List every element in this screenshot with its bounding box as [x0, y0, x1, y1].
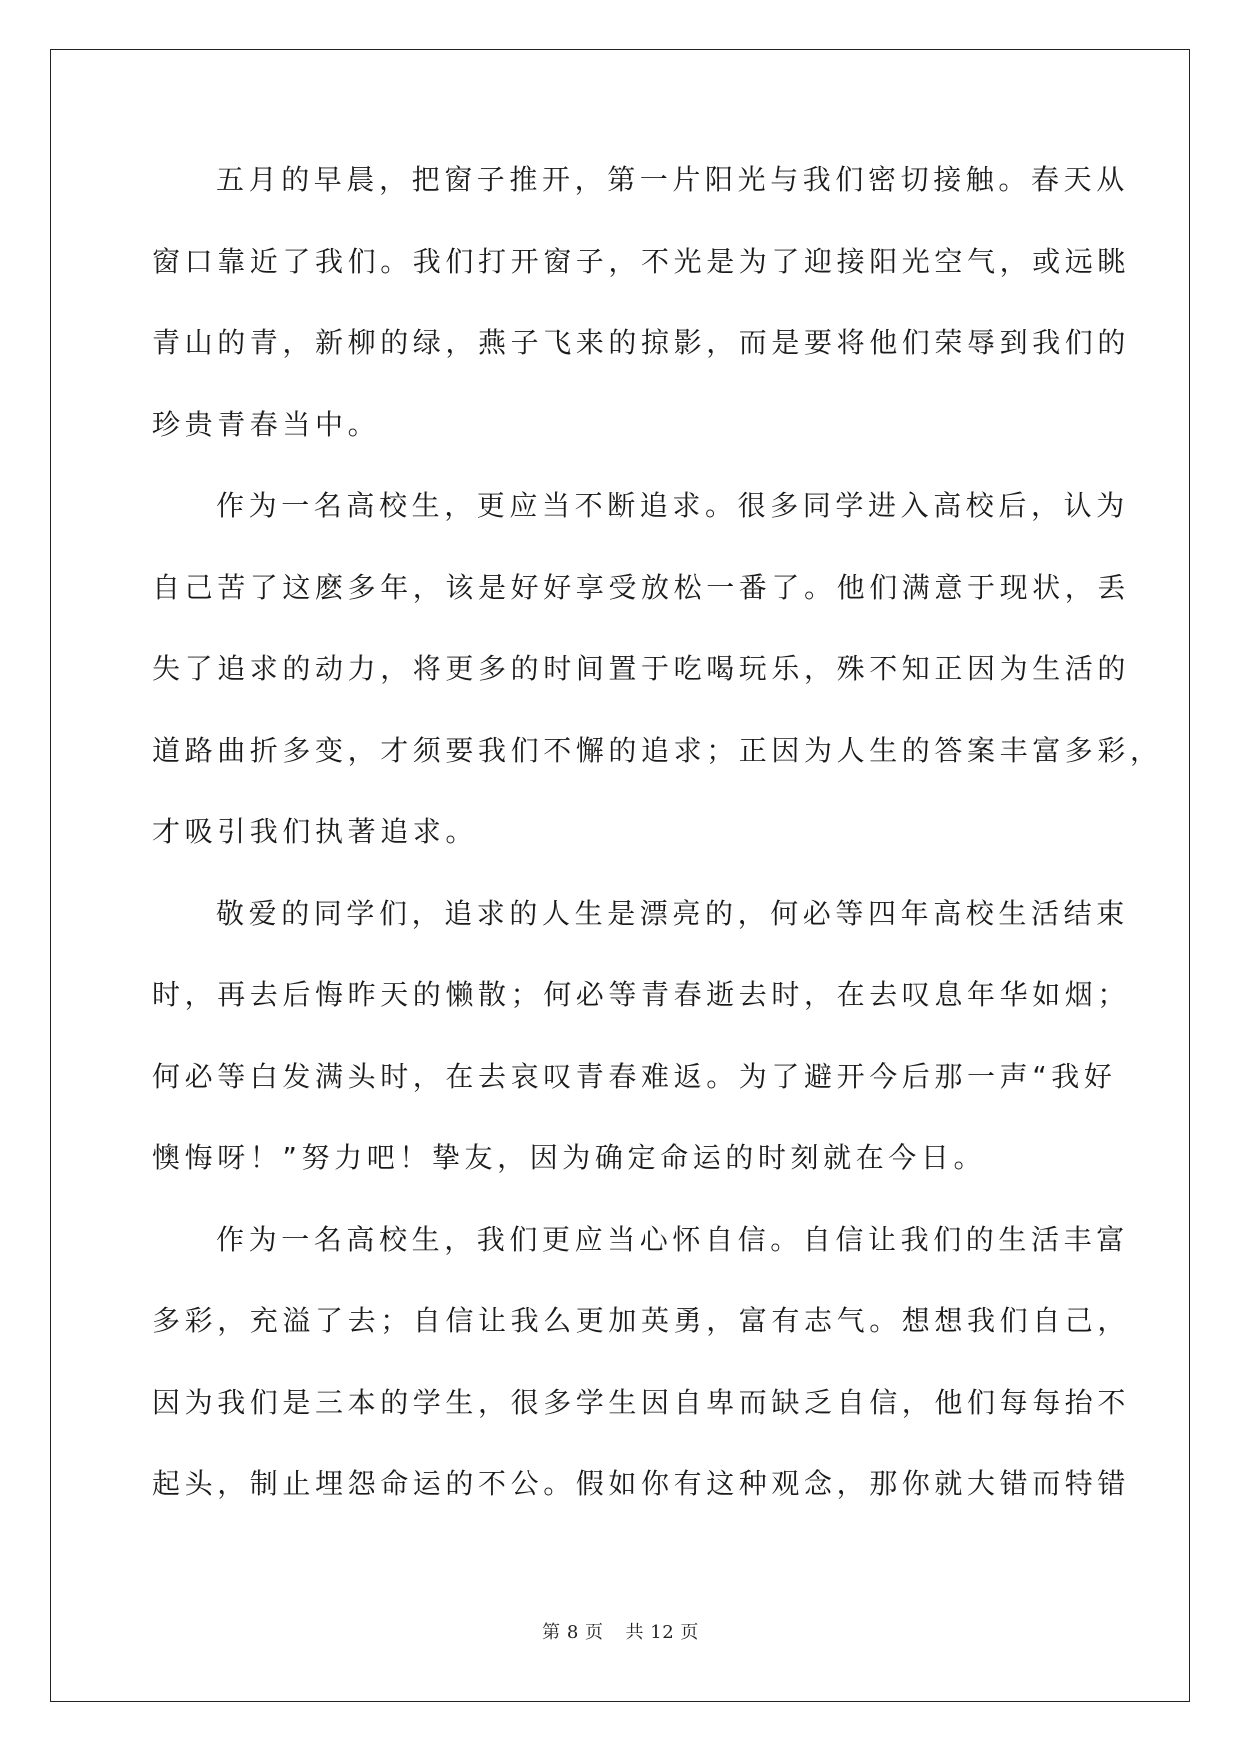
document-body: [152, 163, 1163, 1550]
paragraph-4-line-1: 作为一名高校生，我们更应当心怀自信。自信让我们的生活丰富: [216, 1222, 1129, 1256]
paragraph-1-line-4: 珍贵青春当中。: [152, 407, 381, 441]
paragraph-2-line-5: 才吸引我们执著追求。: [152, 815, 479, 848]
paragraph-1-line-1: 五月的早晨，把窗子推开，第一片阳光与我们密切接触。春天从: [216, 163, 1129, 196]
page-total: 共 12 页: [625, 1622, 699, 1643]
paragraph-4-line-4: 起头，制止埋怨命运的不公。假如你有这种观念，那你就大错而特错: [152, 1467, 1131, 1500]
paragraph-2-line-4: 道路曲折多变，才须要我们不懈的追求；正因为人生的答案丰富多彩，: [152, 733, 1163, 767]
paragraph-2-line-1: 作为一名高校生，更应当不断追求。很多同学进入高校后，认为: [216, 489, 1129, 522]
paragraph-3-line-1: 敬爱的同学们，追求的人生是漂亮的，何必等四年高校生活结束: [216, 896, 1129, 930]
paragraph-2-line-3: 失了追求的动力，将更多的时间置于吃喝玩乐，殊不知正因为生活的: [152, 652, 1131, 685]
paragraph-4-line-3: 因为我们是三本的学生，很多学生因自卑而缺乏自信，他们每每抬不: [152, 1385, 1131, 1419]
paragraph-4-line-2: 多彩，充溢了去；自信让我么更加英勇，富有志气。想想我们自己，: [152, 1304, 1131, 1337]
paragraph-3-line-4: 懊悔呀！”努力吧！挚友，因为确定命运的时刻就在今日。: [152, 1141, 987, 1174]
page-number: 第 8 页: [542, 1622, 604, 1643]
paragraph-1-line-2: 窗口靠近了我们。我们打开窗子，不光是为了迎接阳光空气，或远眺: [152, 244, 1131, 278]
page-footer: [0, 1618, 1241, 1644]
paragraph-2-line-2: 自己苦了这麽多年，该是好好享受放松一番了。他们满意于现状，丢: [152, 570, 1131, 604]
paragraph-3-line-2: 时，再去后悔昨天的懒散；何必等青春逝去时，在去叹息年华如烟；: [152, 978, 1131, 1011]
paragraph-3-line-3: 何必等白发满头时，在去哀叹青春难返。为了避开今后那一声“我好: [152, 1059, 1117, 1093]
paragraph-1-line-3: 青山的青，新柳的绿，燕子飞来的掠影，而是要将他们荣辱到我们的: [152, 326, 1131, 359]
